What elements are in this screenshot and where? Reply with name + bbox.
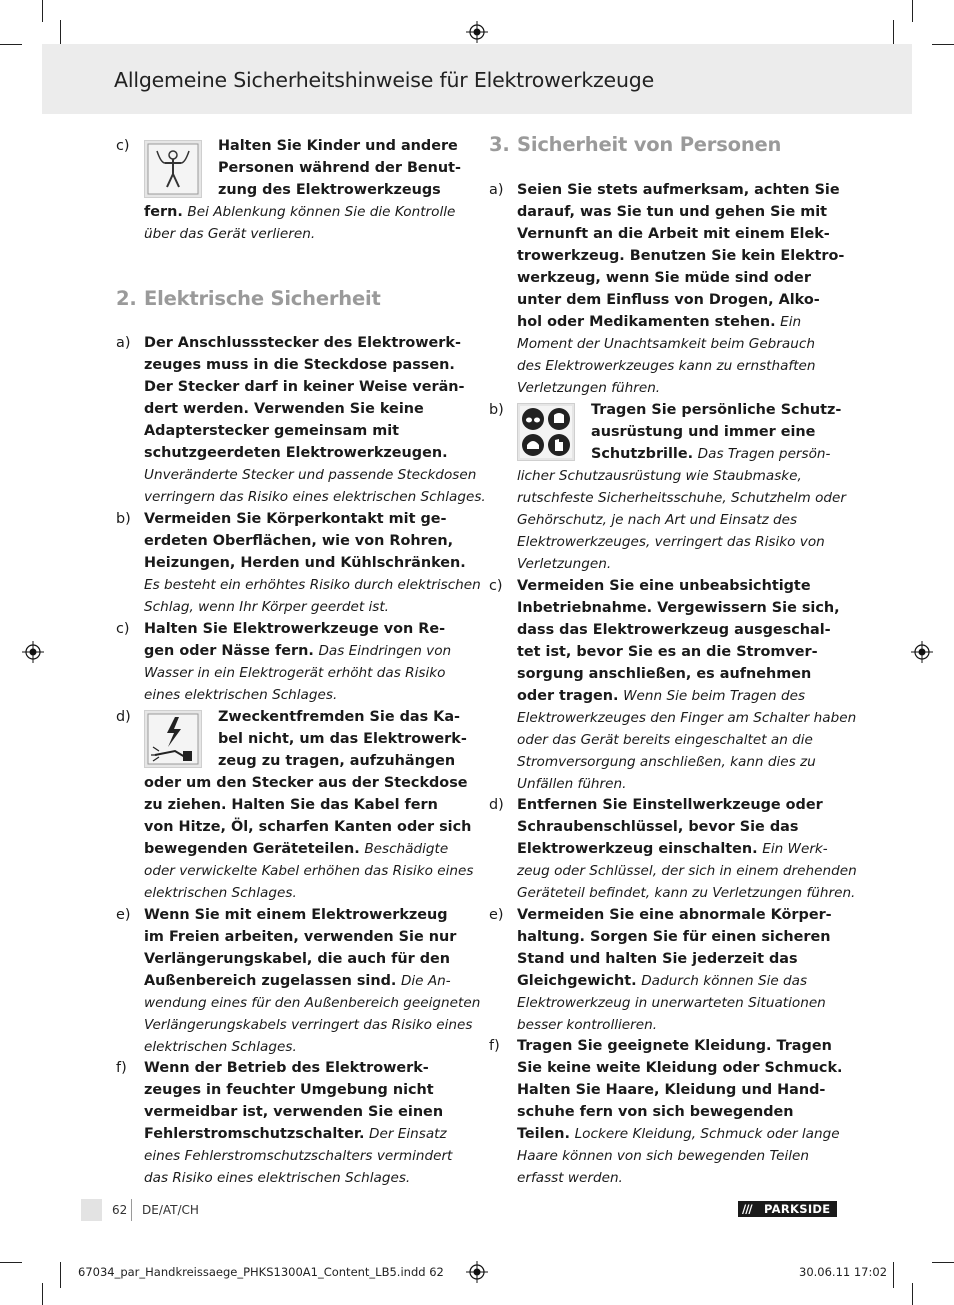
text-line: Tragen Sie persönliche Schutz- — [591, 402, 842, 418]
text-line: Halten Sie Kinder und andere — [218, 138, 458, 154]
text-line: Halten Sie Elektrowerkzeuge von Re- — [144, 621, 446, 637]
text-line: Stromversorgung anschließen, kann dies zu — [517, 754, 816, 770]
text-bold: gen oder Nässe fern. — [144, 643, 314, 659]
text-line: Heizungen, Herden und Kühlschränken. — [144, 555, 466, 571]
text-italic: Lockere Kleidung, Schmuck oder lange — [574, 1126, 840, 1142]
language-code: DE/AT/CH — [142, 1203, 199, 1217]
registration-mark-icon — [466, 21, 488, 43]
text-line: erdeten Oberflächen, wie von Rohren, — [144, 533, 454, 549]
text-line: trowerkzeug. Benutzen Sie kein Elektro- — [517, 248, 845, 264]
text-bold: Außenbereich zugelassen sind. — [144, 973, 397, 989]
crop-mark — [912, 0, 913, 22]
item-label: b) — [116, 511, 131, 527]
text-line: Unfällen führen. — [517, 776, 627, 792]
text-line: Verlängerungskabels verringert das Risiko eines — [144, 1017, 473, 1033]
text-line: elektrischen Schlages. — [144, 885, 297, 901]
text-line: Verletzungen führen. — [517, 380, 661, 396]
text-line: oder verwickelte Kabel erhöhen das Risiko eines — [144, 863, 474, 879]
text-line: erfasst werden. — [517, 1170, 623, 1186]
section-heading: Elektrische Sicherheit — [144, 287, 381, 310]
text-bold: Elektrowerkzeug einschalten. — [517, 841, 758, 857]
text-line: zeug zu tragen, aufzuhängen — [218, 753, 456, 769]
crop-mark — [912, 1283, 913, 1305]
section-number: 3. — [489, 133, 510, 156]
item-label: a) — [489, 182, 504, 198]
text-line: Vermeiden Sie eine abnormale Körper- — [517, 907, 832, 923]
text-line: Wenn der Betrieb des Elektrowerk- — [144, 1060, 429, 1076]
text-line: bel nicht, um das Elektrowerk- — [218, 731, 467, 747]
text-bold: hol oder Medikamenten stehen. — [517, 314, 776, 330]
text-line: Entfernen Sie Einstellwerkzeuge oder — [517, 797, 823, 813]
crop-mark — [0, 1262, 22, 1263]
text-line: Gehörschutz, je nach Art und Einsatz des — [517, 512, 798, 528]
text-italic: Das Tragen persön- — [697, 446, 831, 462]
page-title: Allgemeine Sicherheitshinweise für Elektrowerkzeuge — [114, 68, 654, 92]
text-italic: Der Einsatz — [369, 1126, 447, 1142]
text-line: Halten Sie Haare, Kleidung und Hand- — [517, 1082, 826, 1098]
item-label: c) — [116, 138, 130, 154]
item-label: d) — [489, 797, 504, 813]
item-label: c) — [116, 621, 130, 637]
text-bold: oder tragen. — [517, 688, 619, 704]
text-line: haltung. Sorgen Sie für einen sicheren — [517, 929, 831, 945]
text-bold: Gleichgewicht. — [517, 973, 637, 989]
text-italic: Beschädigte — [364, 841, 449, 857]
brand-logo — [738, 1201, 837, 1217]
text-line: Geräteteil befindet, kann zu Verletzungen führen. — [517, 885, 856, 901]
text-line: Tragen Sie geeignete Kleidung. Tragen — [517, 1038, 832, 1054]
item-label: f) — [489, 1038, 500, 1054]
crop-mark — [42, 1283, 43, 1305]
text-line: Vermeiden Sie Körperkontakt mit ge- — [144, 511, 447, 527]
text-line: darauf, was Sie tun und gehen Sie mit — [517, 204, 828, 220]
text-line: Inbetriebnahme. Vergewissern Sie sich, — [517, 600, 840, 616]
footer-marker — [81, 1199, 102, 1221]
item-label: e) — [489, 907, 504, 923]
section-heading: Sicherheit von Personen — [517, 133, 782, 156]
text-line: schutzgeerdeten Elektrowerkzeugen. — [144, 445, 448, 461]
text-italic: Ein — [780, 314, 802, 330]
print-slug: 67034_par_Handkreissaege_PHKS1300A1_Content_LB5.indd 62 — [78, 1265, 444, 1279]
text-line: rutschfeste Sicherheitsschuhe, Schutzhelm oder — [517, 490, 846, 506]
text-line: zu ziehen. Halten Sie das Kabel fern — [144, 797, 438, 813]
text-italic: Bei Ablenkung können Sie die Kontrolle — [187, 204, 456, 220]
item-label: b) — [489, 402, 504, 418]
print-timestamp: 30.06.11 17:02 — [799, 1265, 888, 1279]
text-line: Moment der Unachtsamkeit beim Gebrauch — [517, 336, 815, 352]
text-line: Unveränderte Stecker und passende Steckdosen — [144, 467, 477, 483]
text-bold: Fehlerstromschutzschalter. — [144, 1126, 365, 1142]
item-label: f) — [116, 1060, 127, 1076]
text-line: wendung eines für den Außenbereich geeigneten — [144, 995, 481, 1011]
text-italic: Das Eindringen von — [318, 643, 452, 659]
text-line: Elektrowerkzeug in unerwarteten Situationen — [517, 995, 826, 1011]
text-line: Elektrowerkzeuges den Finger am Schalter haben — [517, 710, 857, 726]
text-line: von Hitze, Öl, scharfen Kanten oder sich — [144, 819, 472, 835]
crop-mark — [60, 1262, 61, 1288]
brand-slashes-icon: /// — [742, 1202, 752, 1216]
crop-mark — [932, 1262, 954, 1263]
text-line: Vernunft an die Arbeit mit einem Elek- — [517, 226, 830, 242]
text-line: Zweckentfremden Sie das Ka- — [218, 709, 461, 725]
text-line: Sie keine weite Kleidung oder Schmuck. — [517, 1060, 843, 1076]
text-bold: Teilen. — [517, 1126, 571, 1142]
text-line: Verlängerungskabel, die auch für den — [144, 951, 451, 967]
child-warning-icon — [144, 140, 202, 198]
brand-name: PARKSIDE — [764, 1202, 831, 1216]
text-line: tet ist, bevor Sie es an die Stromver- — [517, 644, 818, 660]
text-bold: Schutzbrille. — [591, 446, 694, 462]
crop-mark — [0, 44, 22, 45]
text-line: Der Stecker darf in keiner Weise verän- — [144, 379, 465, 395]
text-line: oder das Gerät bereits eingeschaltet an die — [517, 732, 813, 748]
text-bold: bewegenden Geräteteilen. — [144, 841, 360, 857]
item-label: d) — [116, 709, 131, 725]
text-italic: Wenn Sie beim Tragen des — [623, 688, 806, 704]
text-line: im Freien arbeiten, verwenden Sie nur — [144, 929, 457, 945]
text-line: schuhe fern von sich bewegenden — [517, 1104, 794, 1120]
crop-mark — [60, 20, 61, 46]
text-line: Der Anschlussstecker des Elektrowerk- — [144, 335, 461, 351]
text-line: Stand und halten Sie jederzeit das — [517, 951, 798, 967]
text-line: verringern das Risiko eines elektrischen Schlages. — [144, 489, 486, 505]
registration-mark-icon — [466, 1261, 488, 1283]
text-line: werkzeug, wenn Sie müde sind oder — [517, 270, 811, 286]
text-line: Personen während der Benut- — [218, 160, 462, 176]
section-number: 2. — [116, 287, 137, 310]
text-line: Adapterstecker gemeinsam mit — [144, 423, 400, 439]
text-italic: Die An- — [400, 973, 451, 989]
text-line: Seien Sie stets aufmerksam, achten Sie — [517, 182, 840, 198]
registration-mark-icon — [911, 641, 933, 663]
text-line: licher Schutzausrüstung wie Staubmaske, — [517, 468, 802, 484]
protective-equipment-icon — [517, 403, 575, 461]
text-line: Haare können von sich bewegenden Teilen — [517, 1148, 809, 1164]
item-label: e) — [116, 907, 131, 923]
crop-mark — [42, 0, 43, 22]
footer-divider — [131, 1199, 132, 1221]
text-line: eines elektrischen Schlages. — [144, 687, 338, 703]
text-line: Schraubenschlüssel, bevor Sie das — [517, 819, 799, 835]
text-line: dass das Elektrowerkzeug ausgeschal- — [517, 622, 831, 638]
text-line: zeuges muss in die Steckdose passen. — [144, 357, 455, 373]
text-line: unter dem Einfluss von Drogen, Alko- — [517, 292, 820, 308]
text-bold: fern. — [144, 204, 183, 220]
text-line: Wasser in ein Elektrogerät erhöht das Risiko — [144, 665, 446, 681]
text-line: oder um den Stecker aus der Steckdose — [144, 775, 468, 791]
text-italic: Ein Werk- — [762, 841, 828, 857]
text-line: ausrüstung und immer eine — [591, 424, 816, 440]
text-line: Schlag, wenn Ihr Körper geerdet ist. — [144, 599, 389, 615]
item-label: a) — [116, 335, 131, 351]
text-line: vermeidbar ist, verwenden Sie einen — [144, 1104, 444, 1120]
cable-damage-icon — [144, 710, 202, 768]
text-line: zeuges in feuchter Umgebung nicht — [144, 1082, 434, 1098]
text-line: zung des Elektrowerkzeugs — [218, 182, 441, 198]
text-line: des Elektrowerkzeuges kann zu ernsthaften — [517, 358, 816, 374]
item-label: c) — [489, 578, 503, 594]
page-header — [42, 44, 912, 114]
crop-mark — [893, 20, 894, 46]
text-line: sorgung anschließen, es aufnehmen — [517, 666, 812, 682]
text-line: über das Gerät verlieren. — [144, 226, 316, 242]
crop-mark — [893, 1262, 894, 1288]
registration-mark-icon — [22, 641, 44, 663]
text-line: zeug oder Schlüssel, der sich in einem drehenden — [517, 863, 857, 879]
text-line: eines Fehlerstromschutzschalters vermindert — [144, 1148, 453, 1164]
text-line: Elektrowerkzeuges, verringert das Risiko von — [517, 534, 825, 550]
text-line: Es besteht ein erhöhtes Risiko durch elektrischen — [144, 577, 481, 593]
text-line: Wenn Sie mit einem Elektrowerkzeug — [144, 907, 448, 923]
text-line: Verletzungen. — [517, 556, 612, 572]
text-italic: Dadurch können Sie das — [641, 973, 808, 989]
page-number: 62 — [112, 1203, 128, 1217]
text-line: besser kontrollieren. — [517, 1017, 658, 1033]
text-line: Vermeiden Sie eine unbeabsichtigte — [517, 578, 811, 594]
text-line: dert werden. Verwenden Sie keine — [144, 401, 424, 417]
crop-mark — [932, 44, 954, 45]
text-line: elektrischen Schlages. — [144, 1039, 297, 1055]
text-line: das Risiko eines elektrischen Schlages. — [144, 1170, 411, 1186]
